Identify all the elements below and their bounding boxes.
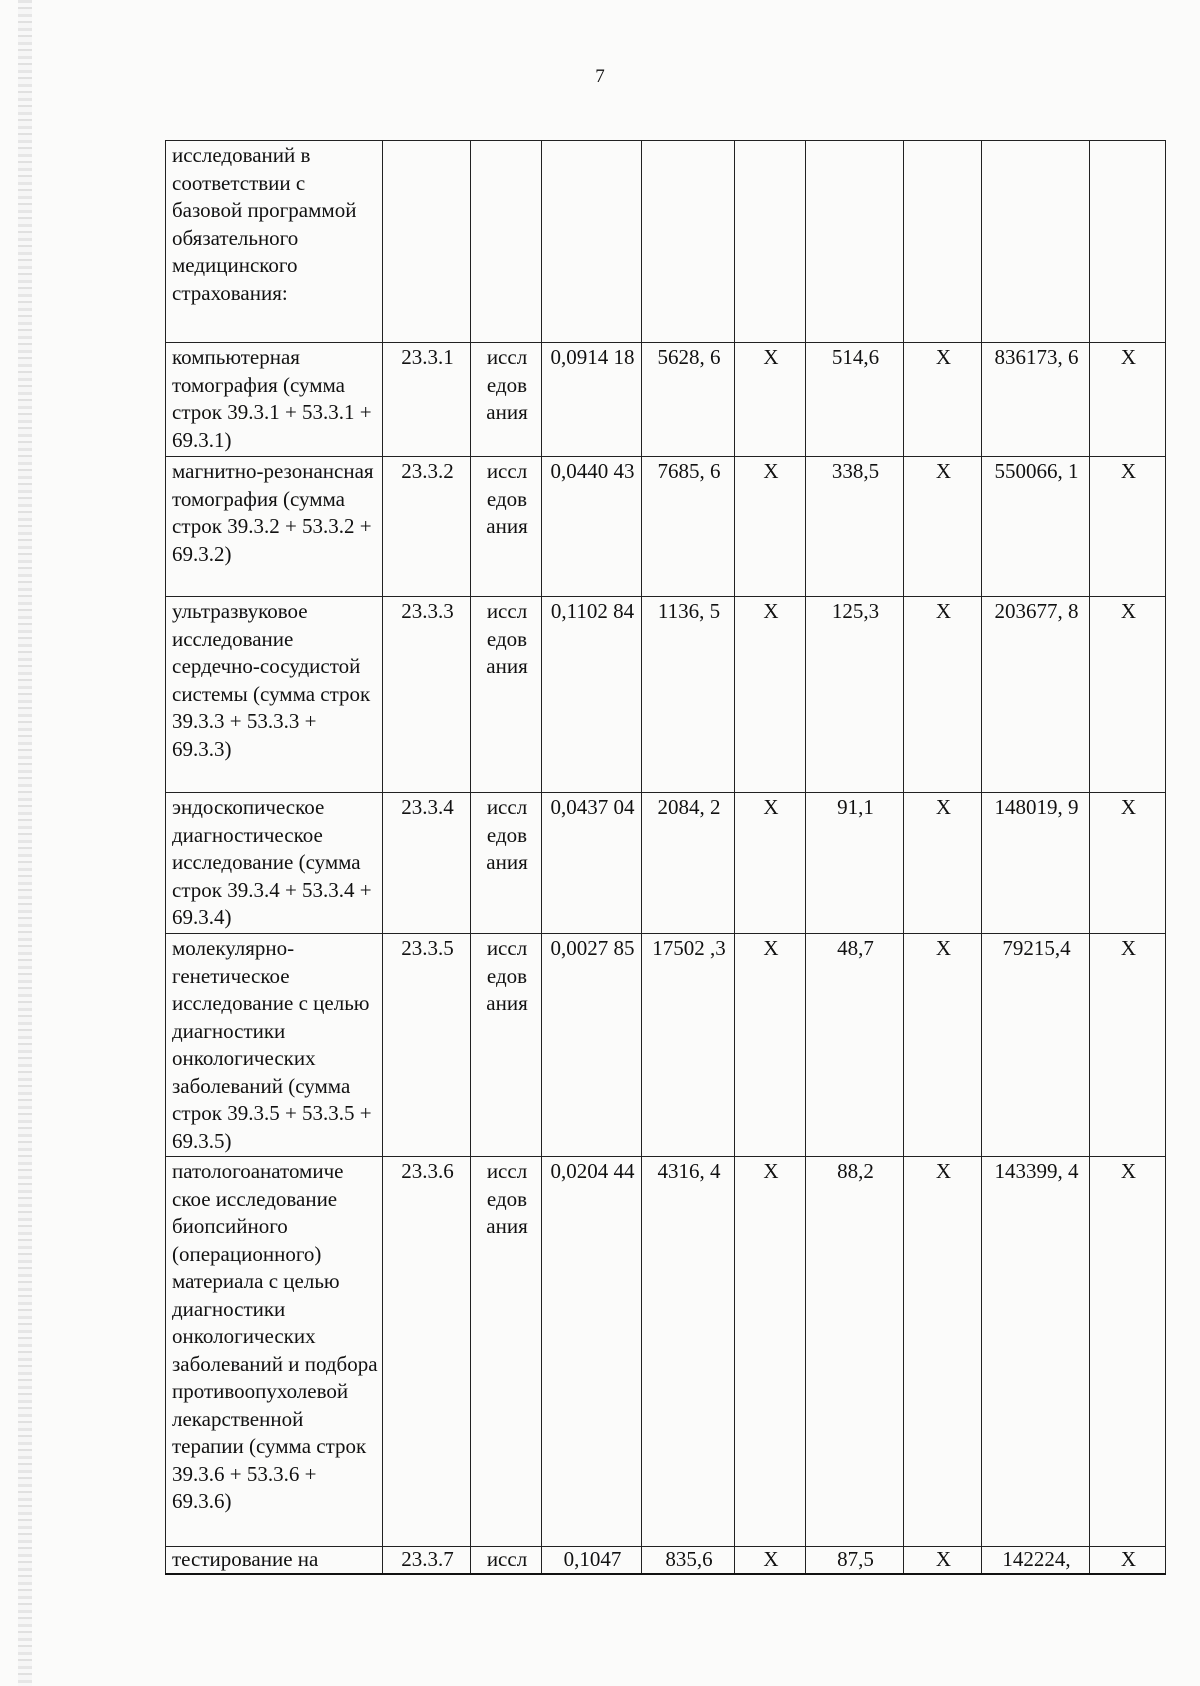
row-sum1: 88,2 — [806, 1157, 904, 1547]
row-unit: иссл едов ания — [471, 343, 542, 457]
table-row — [166, 793, 1166, 934]
row-x2: X — [904, 793, 982, 934]
table-row — [166, 934, 1166, 1157]
row-code — [383, 141, 471, 343]
row-unit — [471, 141, 542, 343]
row-code: 23.3.4 — [383, 793, 471, 934]
row-x1: X — [735, 343, 806, 457]
row-volume: 0,0914 18 — [542, 343, 642, 457]
row-x3 — [1090, 141, 1166, 343]
row-unit: иссл едов ания — [471, 1157, 542, 1547]
table-row — [166, 343, 1166, 457]
row-code: 23.3.6 — [383, 1157, 471, 1547]
row-sum1: 125,3 — [806, 597, 904, 793]
row-x1 — [735, 141, 806, 343]
row-x2: X — [904, 597, 982, 793]
row-sum2: 148019, 9 — [982, 793, 1090, 934]
row-sum1: 91,1 — [806, 793, 904, 934]
row-sum2: 79215,4 — [982, 934, 1090, 1157]
row-code: 23.3.2 — [383, 457, 471, 597]
row-x3: X — [1090, 343, 1166, 457]
table-row — [166, 457, 1166, 597]
row-sum1: 514,6 — [806, 343, 904, 457]
row-sum2: 143399, 4 — [982, 1157, 1090, 1547]
row-x1: X — [735, 457, 806, 597]
row-volume: 0,1047 — [542, 1547, 642, 1575]
row-cost: 17502 ,3 — [642, 934, 735, 1157]
table-row — [166, 597, 1166, 793]
row-sum2: 836173, 6 — [982, 343, 1090, 457]
table-row — [166, 1547, 1166, 1575]
row-x2 — [904, 141, 982, 343]
table-row — [166, 1157, 1166, 1547]
row-x1: X — [735, 1157, 806, 1547]
row-x2: X — [904, 1547, 982, 1575]
row-unit: иссл едов ания — [471, 934, 542, 1157]
row-x3: X — [1090, 1157, 1166, 1547]
row-name: молекулярно-генетическое исследование с целью диагностики онкологических заболеваний (сумма строк 39.3.5 + 53.3.5 + 69.3.5) — [166, 934, 383, 1157]
row-unit: иссл едов ания — [471, 457, 542, 597]
row-sum1: 87,5 — [806, 1547, 904, 1575]
row-sum2: 203677, 8 — [982, 597, 1090, 793]
row-x3: X — [1090, 1547, 1166, 1575]
row-name: патологоанатомиче ское исследование биопсийного (операционного) материала с целью диагностики онкологических заболеваний и подбора противоопухолевой лекарственной терапии (сумма строк 39.3.6 + 53.3.6 + 69.3.6) — [166, 1157, 383, 1547]
row-name: компьютерная томография (сумма строк 39.3.1 + 53.3.1 + 69.3.1) — [166, 343, 383, 457]
row-unit: иссл едов ания — [471, 793, 542, 934]
row-code: 23.3.3 — [383, 597, 471, 793]
row-x1: X — [735, 597, 806, 793]
row-cost: 7685, 6 — [642, 457, 735, 597]
row-volume: 0,0437 04 — [542, 793, 642, 934]
row-name: исследований в соответствии с базовой программой обязательного медицинского страхования: — [166, 141, 383, 343]
row-volume: 0,1102 84 — [542, 597, 642, 793]
row-x3: X — [1090, 934, 1166, 1157]
row-x2: X — [904, 343, 982, 457]
row-name: магнитно-резонансная томография (сумма строк 39.3.2 + 53.3.2 + 69.3.2) — [166, 457, 383, 597]
row-volume: 0,0440 43 — [542, 457, 642, 597]
row-name: эндоскопическое диагностическое исследование (сумма строк 39.3.4 + 53.3.4 + 69.3.4) — [166, 793, 383, 934]
row-x1: X — [735, 793, 806, 934]
row-cost: 1136, 5 — [642, 597, 735, 793]
row-x3: X — [1090, 457, 1166, 597]
row-unit: иссл — [471, 1547, 542, 1575]
row-code: 23.3.7 — [383, 1547, 471, 1575]
row-cost: 835,6 — [642, 1547, 735, 1575]
row-sum1: 338,5 — [806, 457, 904, 597]
row-code: 23.3.5 — [383, 934, 471, 1157]
row-x3: X — [1090, 597, 1166, 793]
table-row — [166, 141, 1166, 343]
cost-table — [165, 140, 1166, 1575]
row-volume: 0,0204 44 — [542, 1157, 642, 1547]
row-x2: X — [904, 934, 982, 1157]
row-name: тестирование на — [166, 1547, 383, 1575]
row-name: ультразвуковое исследование сердечно-сосудистой системы (сумма строк 39.3.3 + 53.3.3 + 69.3.3) — [166, 597, 383, 793]
row-x3: X — [1090, 793, 1166, 934]
row-sum2: 142224, — [982, 1547, 1090, 1575]
row-sum2: 550066, 1 — [982, 457, 1090, 597]
row-cost: 5628, 6 — [642, 343, 735, 457]
row-unit: иссл едов ания — [471, 597, 542, 793]
row-sum1 — [806, 141, 904, 343]
scan-edge-artifact — [18, 0, 32, 1686]
row-x1: X — [735, 1547, 806, 1575]
page-number: 7 — [595, 66, 605, 87]
row-code: 23.3.1 — [383, 343, 471, 457]
row-sum1: 48,7 — [806, 934, 904, 1157]
row-volume: 0,0027 85 — [542, 934, 642, 1157]
row-x1: X — [735, 934, 806, 1157]
row-cost — [642, 141, 735, 343]
row-cost: 4316, 4 — [642, 1157, 735, 1547]
row-volume — [542, 141, 642, 343]
row-cost: 2084, 2 — [642, 793, 735, 934]
row-x2: X — [904, 457, 982, 597]
row-sum2 — [982, 141, 1090, 343]
row-x2: X — [904, 1157, 982, 1547]
